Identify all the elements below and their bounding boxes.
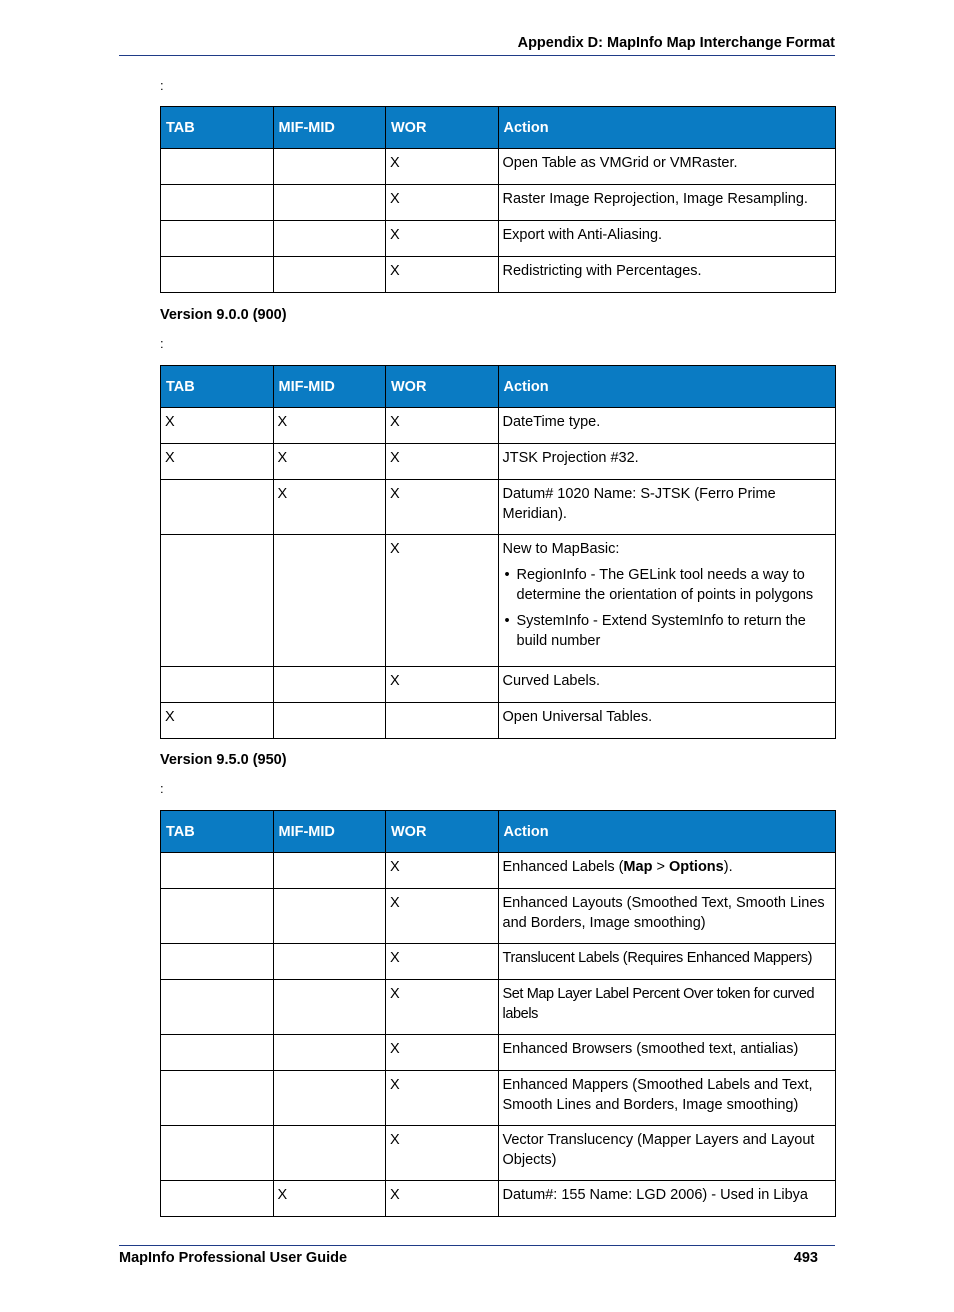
- cell-action: Enhanced Layouts (Smoothed Text, Smooth Lines and Borders, Image smoothing): [498, 889, 836, 944]
- table-row: [161, 667, 836, 703]
- table-row: [161, 889, 836, 944]
- version-heading-900: Version 9.0.0 (900): [160, 307, 287, 323]
- cell-action: Datum# 1020 Name: S-JTSK (Ferro Prime Meridian).: [498, 480, 836, 535]
- table-row: [161, 1181, 836, 1217]
- col-mif-mid: MIF-MID: [273, 811, 386, 853]
- cell-action: Open Table as VMGrid or VMRaster.: [498, 149, 836, 185]
- cell-tab: [161, 535, 274, 667]
- cell-wor: X: [386, 1126, 499, 1181]
- menu-map: Map: [623, 859, 653, 875]
- cell-tab: [161, 1071, 274, 1126]
- footer-rule: [119, 1245, 835, 1246]
- col-tab: TAB: [161, 811, 274, 853]
- cell-mif-mid: X: [273, 444, 386, 480]
- cell-tab: [161, 1181, 274, 1217]
- cell-wor: X: [386, 444, 499, 480]
- cell-mif-mid: [273, 944, 386, 980]
- cell-wor: X: [386, 980, 499, 1035]
- footer-guide-title: MapInfo Professional User Guide: [119, 1250, 348, 1266]
- cell-action: Redistricting with Percentages.: [498, 257, 836, 293]
- col-action: Action: [498, 366, 836, 408]
- col-mif-mid: MIF-MID: [273, 366, 386, 408]
- menu-separator: >: [652, 859, 669, 875]
- cell-action: Enhanced Browsers (smoothed text, antialias): [498, 1035, 836, 1071]
- cell-tab: X: [161, 408, 274, 444]
- cell-wor: X: [386, 1181, 499, 1217]
- colon-1: :: [160, 78, 164, 93]
- col-wor: WOR: [386, 107, 499, 149]
- cell-mif-mid: [273, 221, 386, 257]
- cell-action: Curved Labels.: [498, 667, 836, 703]
- cell-tab: [161, 667, 274, 703]
- table-row: [161, 444, 836, 480]
- cell-tab: [161, 853, 274, 889]
- cell-action: JTSK Projection #32.: [498, 444, 836, 480]
- cell-wor: [386, 703, 499, 739]
- table-row: [161, 408, 836, 444]
- enhanced-labels-end: ).: [723, 859, 733, 875]
- cell-wor: X: [386, 480, 499, 535]
- cell-action: Enhanced Mappers (Smoothed Labels and Text, Smooth Lines and Borders, Image smoothing): [498, 1071, 836, 1126]
- colon-3: :: [160, 781, 164, 796]
- cell-mif-mid: [273, 1071, 386, 1126]
- cell-mif-mid: [273, 980, 386, 1035]
- table-row: [161, 149, 836, 185]
- table-header-row: [161, 107, 836, 149]
- cell-action: [498, 853, 836, 889]
- cell-wor: X: [386, 257, 499, 293]
- cell-tab: [161, 944, 274, 980]
- cell-wor: X: [386, 149, 499, 185]
- cell-tab: [161, 980, 274, 1035]
- cell-tab: [161, 480, 274, 535]
- cell-wor: X: [386, 221, 499, 257]
- table-row: [161, 535, 836, 667]
- cell-tab: X: [161, 444, 274, 480]
- cell-mif-mid: [273, 853, 386, 889]
- version-heading-950: Version 9.5.0 (950): [160, 752, 287, 768]
- cell-action: Vector Translucency (Mapper Layers and Layout Objects): [498, 1126, 836, 1181]
- table-header-row: [161, 366, 836, 408]
- col-tab: TAB: [161, 107, 274, 149]
- cell-mif-mid: X: [273, 480, 386, 535]
- cell-wor: X: [386, 535, 499, 667]
- cell-tab: [161, 1126, 274, 1181]
- cell-action: Translucent Labels (Requires Enhanced Mappers): [498, 944, 836, 980]
- page-number: 493: [793, 1250, 818, 1266]
- cell-action: DateTime type.: [498, 408, 836, 444]
- menu-options: Options: [668, 859, 724, 875]
- table-row: [161, 944, 836, 980]
- table-row: [161, 1126, 836, 1181]
- cell-tab: [161, 149, 274, 185]
- cell-wor: X: [386, 408, 499, 444]
- table-row: [161, 185, 836, 221]
- enhanced-labels-text: Enhanced Labels (: [502, 859, 624, 875]
- cell-mif-mid: X: [273, 408, 386, 444]
- col-mif-mid: MIF-MID: [273, 107, 386, 149]
- cell-mif-mid: [273, 149, 386, 185]
- cell-action: Raster Image Reprojection, Image Resampling.: [498, 185, 836, 221]
- cell-mif-mid: [273, 535, 386, 667]
- cell-action: Datum#: 155 Name: LGD 2006) - Used in Libya: [498, 1181, 836, 1217]
- cell-tab: [161, 1035, 274, 1071]
- colon-2: :: [160, 336, 164, 351]
- col-action: Action: [498, 811, 836, 853]
- table-header-row: [161, 811, 836, 853]
- list-item: • SystemInfo - Extend SystemInfo to return the build number: [503, 611, 832, 651]
- table-row: [161, 221, 836, 257]
- cell-mif-mid: [273, 667, 386, 703]
- table-row: [161, 703, 836, 739]
- table-row: [161, 980, 836, 1035]
- cell-mif-mid: [273, 889, 386, 944]
- cell-action: Export with Anti-Aliasing.: [498, 221, 836, 257]
- cell-mif-mid: X: [273, 1181, 386, 1217]
- cell-mif-mid: [273, 1126, 386, 1181]
- cell-tab: [161, 221, 274, 257]
- cell-action: [498, 535, 836, 667]
- table-row: [161, 853, 836, 889]
- table-row: [161, 257, 836, 293]
- col-wor: WOR: [386, 366, 499, 408]
- table-2: [160, 365, 836, 739]
- col-tab: TAB: [161, 366, 274, 408]
- cell-wor: X: [386, 1035, 499, 1071]
- table-1: [160, 106, 836, 293]
- mapbasic-intro: New to MapBasic:: [502, 541, 620, 557]
- mapbasic-bullet-list: [503, 565, 832, 651]
- table-row: [161, 1071, 836, 1126]
- cell-action: Open Universal Tables.: [498, 703, 836, 739]
- header-title: Appendix D: MapInfo Map Interchange Format: [517, 35, 835, 51]
- cell-mif-mid: [273, 703, 386, 739]
- cell-mif-mid: [273, 185, 386, 221]
- cell-wor: X: [386, 889, 499, 944]
- cell-mif-mid: [273, 1035, 386, 1071]
- col-action: Action: [498, 107, 836, 149]
- cell-mif-mid: [273, 257, 386, 293]
- table-row: [161, 1035, 836, 1071]
- cell-wor: X: [386, 853, 499, 889]
- cell-tab: X: [161, 703, 274, 739]
- list-item: • RegionInfo - The GELink tool needs a way to determine the orientation of points in polygons: [503, 565, 832, 605]
- table-row: [161, 480, 836, 535]
- cell-tab: [161, 889, 274, 944]
- cell-wor: X: [386, 944, 499, 980]
- cell-action: Set Map Layer Label Percent Over token for curved labels: [498, 980, 836, 1035]
- page-header: [119, 34, 835, 56]
- cell-tab: [161, 185, 274, 221]
- cell-wor: X: [386, 185, 499, 221]
- cell-wor: X: [386, 1071, 499, 1126]
- col-wor: WOR: [386, 811, 499, 853]
- cell-tab: [161, 257, 274, 293]
- table-3: [160, 810, 836, 1217]
- cell-wor: X: [386, 667, 499, 703]
